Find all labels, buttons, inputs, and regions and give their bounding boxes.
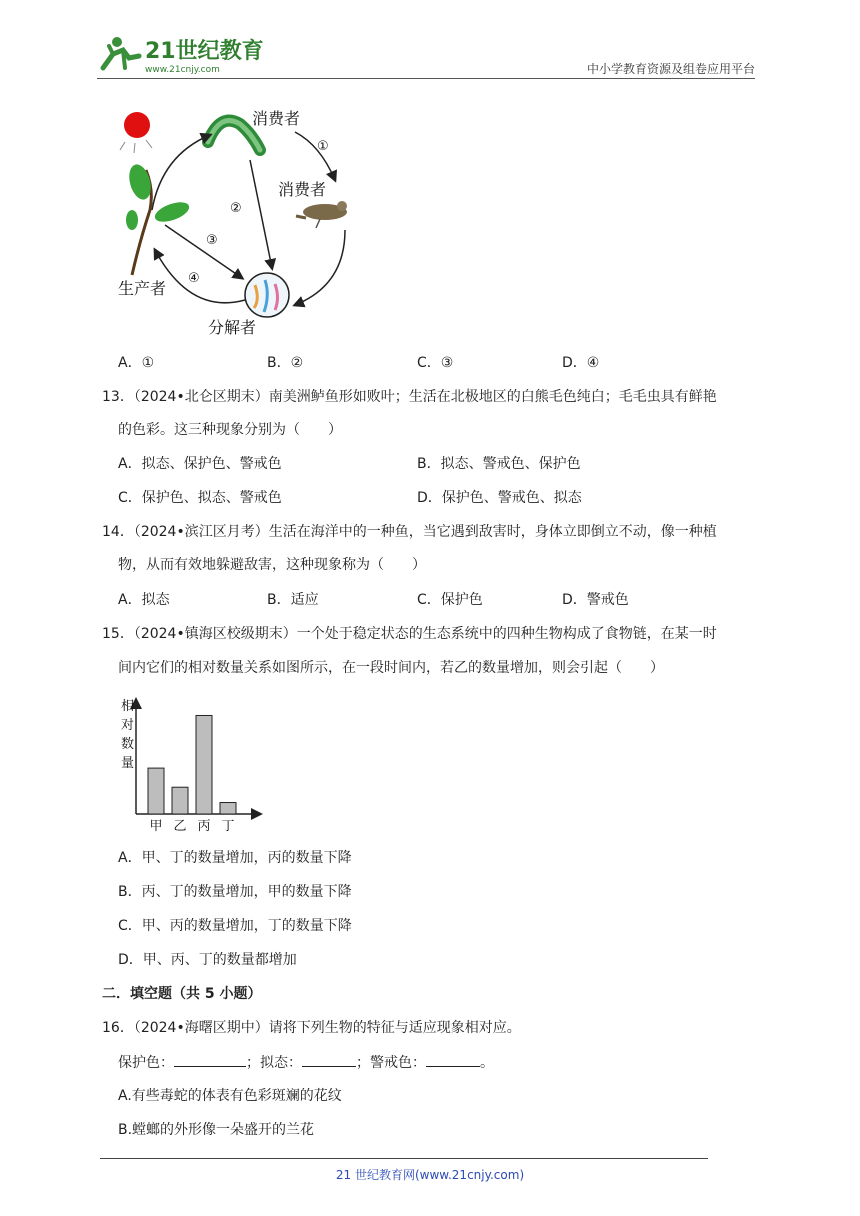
arrow-bird-to-decomposer <box>295 230 345 305</box>
bird-icon <box>296 201 347 228</box>
q15-option-b[interactable]: B．丙、丁的数量增加，甲的数量下降 <box>118 884 352 900</box>
q13-stem-line1: 13．（2024•北仑区期末）南美洲鲈鱼形如败叶；生活在北极地区的白熊毛色纯白；毛毛虫具有鲜艳 <box>102 389 717 405</box>
q14-option-a[interactable]: A．拟态 <box>118 592 170 608</box>
arrow-3 <box>165 225 242 278</box>
blank-warning-color[interactable] <box>426 1052 480 1067</box>
arrow-1-label: ① <box>317 139 329 154</box>
x-tick-label-0: 甲 <box>149 819 163 834</box>
q16-item-b: B.螳螂的外形像一朵盛开的兰花 <box>118 1122 315 1138</box>
sun-icon <box>120 112 152 153</box>
q13-option-a[interactable]: A．拟态、保护色、警戒色 <box>118 456 282 472</box>
bar-1 <box>172 787 188 814</box>
q12-option-d[interactable]: D．④ <box>562 355 600 371</box>
site-logo <box>95 32 275 76</box>
q13-stem-line2: 的色彩。这三种现象分别为（ ） <box>118 422 342 438</box>
consumer-label-2: 消费者 <box>278 180 327 199</box>
arrow-producer-to-consumer <box>152 135 210 210</box>
bar-0 <box>148 768 164 814</box>
label-warning-color: ；警戒色： <box>356 1055 426 1071</box>
q15-stem-line1: 15．（2024•镇海区校级期末）一个处于稳定状态的生态系统中的四种生物构成了食物链，在某一时 <box>102 626 717 642</box>
section-fill-in-title: 二．填空题（共 5 小题） <box>102 986 262 1002</box>
logo-url: www.21cnjy.com <box>145 65 220 75</box>
x-tick-label-2: 丙 <box>197 819 211 834</box>
ecosystem-diagram <box>110 100 370 345</box>
blank-protective-color[interactable] <box>174 1052 246 1067</box>
q12-option-b[interactable]: B．② <box>267 355 304 371</box>
producer-label: 生产者 <box>118 279 167 298</box>
footer-site-text[interactable]: 21 世纪教育网(www.21cnjy.com) <box>335 1168 525 1182</box>
q14-stem-line1: 14．（2024•滨江区月考）生活在海洋中的一种鱼，当它遇到敌害时，身体立即倒立不动，像一种植 <box>102 524 717 540</box>
footer-divider <box>100 1158 708 1159</box>
q15-option-d[interactable]: D．甲、丙、丁的数量都增加 <box>118 952 297 968</box>
header-platform-name: 中小学教育资源及组卷应用平台 <box>586 62 755 76</box>
q15-stem-line2: 间内它们的相对数量关系如图所示，在一段时间内，若乙的数量增加，则会引起（ ） <box>118 660 664 676</box>
label-protective-color: 保护色： <box>118 1055 174 1071</box>
q14-option-d[interactable]: D．警戒色 <box>562 592 629 608</box>
consumer-label-1: 消费者 <box>252 109 301 128</box>
decomposer-label: 分解者 <box>208 318 257 337</box>
q12-option-c[interactable]: C．③ <box>417 355 454 371</box>
bar-2 <box>196 715 212 814</box>
q14-option-b[interactable]: B．适应 <box>267 592 319 608</box>
x-tick-label-3: 丁 <box>221 819 235 834</box>
q15-option-a[interactable]: A．甲、丁的数量增加，丙的数量下降 <box>118 850 352 866</box>
q16-blanks-line <box>118 1052 494 1073</box>
q14-stem-line2: 物，从而有效地躲避敌害，这种现象称为（ ） <box>118 557 426 573</box>
bar-3 <box>220 803 236 814</box>
q12-option-a[interactable]: A．① <box>118 355 155 371</box>
arrow-2 <box>250 160 272 268</box>
label-mimicry: ；拟态： <box>246 1055 302 1071</box>
runner-logo-icon <box>103 37 139 68</box>
arrow-4 <box>155 250 245 303</box>
q16-item-a: A.有些毒蛇的体表有色彩斑斓的花纹 <box>118 1088 342 1104</box>
bacteria-icon <box>245 273 289 317</box>
q13-option-b[interactable]: B．拟态、警戒色、保护色 <box>417 456 581 472</box>
header-divider <box>97 78 755 79</box>
logo-title: 21世纪教育 <box>145 39 264 64</box>
arrow-4-label: ④ <box>188 271 200 286</box>
arrow-1 <box>295 132 335 180</box>
q13-option-d[interactable]: D．保护色、警戒色、拟态 <box>417 490 582 506</box>
arrow-2-label: ② <box>230 201 242 216</box>
x-tick-label-1: 乙 <box>173 819 187 834</box>
q13-option-c[interactable]: C．保护色、拟态、警戒色 <box>118 490 282 506</box>
arrow-3-label: ③ <box>206 233 218 248</box>
q16-end-punct: 。 <box>480 1055 494 1071</box>
q15-option-c[interactable]: C．甲、丙的数量增加，丁的数量下降 <box>118 918 352 934</box>
blank-mimicry[interactable] <box>302 1052 356 1067</box>
q16-stem: 16．（2024•海曙区期中）请将下列生物的特征与适应现象相对应。 <box>102 1020 521 1036</box>
y-axis-label: 相对数量 <box>121 699 135 771</box>
q14-option-c[interactable]: C．保护色 <box>417 592 483 608</box>
plant-icon <box>126 162 192 275</box>
relative-quantity-chart <box>112 692 272 837</box>
